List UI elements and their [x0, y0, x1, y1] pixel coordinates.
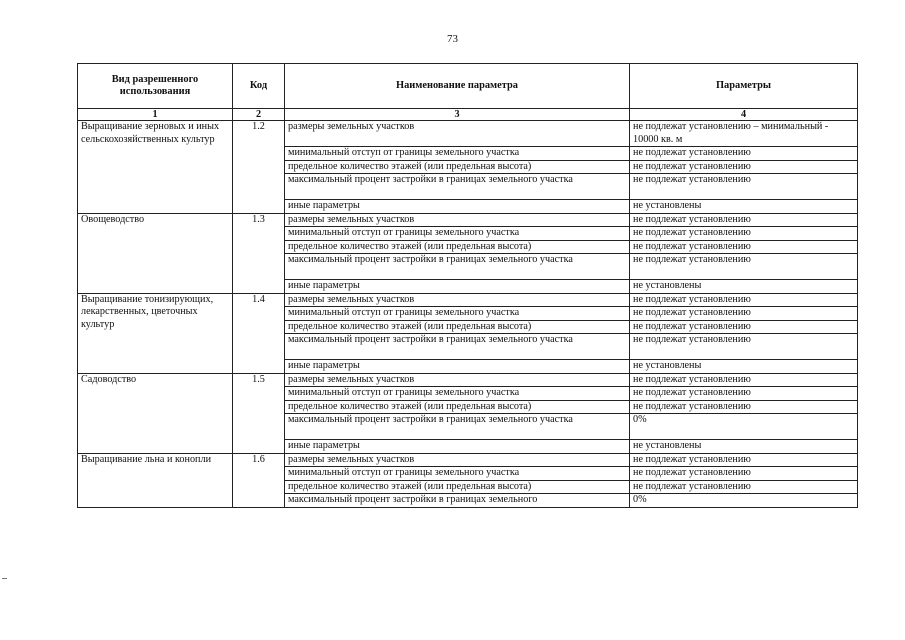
column-number: 1 — [78, 109, 233, 121]
param-cell: максимальный процент застройки в границах земельного — [285, 494, 630, 508]
param-cell: предельное количество этажей (или предельная высота) — [285, 480, 630, 494]
value-cell: не подлежат установлению — [630, 174, 858, 200]
table-row — [78, 453, 858, 467]
param-cell: размеры земельных участков — [285, 453, 630, 467]
value-cell: не подлежат установлению – минимальный - 10000 кв. м — [630, 121, 858, 147]
value-cell: не установлены — [630, 440, 858, 454]
value-cell: не подлежат установлению — [630, 320, 858, 334]
header-value: Параметры — [630, 64, 858, 109]
code-cell: 1.6 — [233, 453, 285, 507]
header-row — [78, 64, 858, 109]
param-cell: предельное количество этажей (или предельная высота) — [285, 160, 630, 174]
code-cell: 1.5 — [233, 373, 285, 453]
column-number: 4 — [630, 109, 858, 121]
land-use-parameters-table — [77, 63, 858, 508]
header-code: Код — [233, 64, 285, 109]
value-cell: 0% — [630, 494, 858, 508]
code-cell: 1.4 — [233, 293, 285, 373]
value-cell: не подлежат установлению — [630, 147, 858, 161]
param-cell: максимальный процент застройки в границах земельного участка — [285, 414, 630, 440]
value-cell: не подлежат установлению — [630, 254, 858, 280]
code-cell: 1.2 — [233, 121, 285, 214]
value-cell: не подлежат установлению — [630, 334, 858, 360]
param-cell: минимальный отступ от границы земельного участка — [285, 147, 630, 161]
param-cell: максимальный процент застройки в границах земельного участка — [285, 174, 630, 200]
value-cell: не подлежат установлению — [630, 387, 858, 401]
table-row — [78, 121, 858, 147]
use-type-cell: Овощеводство — [78, 213, 233, 293]
value-cell: не установлены — [630, 200, 858, 214]
code-cell: 1.3 — [233, 213, 285, 293]
scan-edge-mark — [2, 578, 7, 579]
value-cell: не установлены — [630, 280, 858, 294]
param-cell: предельное количество этажей (или предельная высота) — [285, 240, 630, 254]
param-cell: предельное количество этажей (или предельная высота) — [285, 400, 630, 414]
value-cell: 0% — [630, 414, 858, 440]
value-cell: не подлежат установлению — [630, 213, 858, 227]
param-cell: минимальный отступ от границы земельного участка — [285, 307, 630, 321]
param-cell: минимальный отступ от границы земельного участка — [285, 467, 630, 481]
table-row — [78, 213, 858, 227]
value-cell: не подлежат установлению — [630, 293, 858, 307]
param-cell: размеры земельных участков — [285, 373, 630, 387]
value-cell: не подлежат установлению — [630, 307, 858, 321]
param-cell: иные параметры — [285, 200, 630, 214]
value-cell: не подлежат установлению — [630, 480, 858, 494]
param-cell: минимальный отступ от границы земельного участка — [285, 387, 630, 401]
value-cell: не подлежат установлению — [630, 467, 858, 481]
column-number-row — [78, 109, 858, 121]
header-use: Вид разрешенного использования — [78, 64, 233, 109]
use-type-cell: Садоводство — [78, 373, 233, 453]
value-cell: не подлежат установлению — [630, 400, 858, 414]
value-cell: не подлежат установлению — [630, 160, 858, 174]
column-number: 3 — [285, 109, 630, 121]
use-type-cell: Выращивание тонизирующих, лекарственных, цветочных культур — [78, 293, 233, 373]
param-cell: размеры земельных участков — [285, 213, 630, 227]
param-cell: минимальный отступ от границы земельного участка — [285, 227, 630, 241]
table-row — [78, 373, 858, 387]
value-cell: не подлежат установлению — [630, 373, 858, 387]
use-type-cell: Выращивание зерновых и иных сельскохозяйственных культур — [78, 121, 233, 214]
param-cell: иные параметры — [285, 440, 630, 454]
table-row — [78, 293, 858, 307]
param-cell: иные параметры — [285, 280, 630, 294]
value-cell: не установлены — [630, 360, 858, 374]
param-cell: максимальный процент застройки в границах земельного участка — [285, 334, 630, 360]
header-param: Наименование параметра — [285, 64, 630, 109]
page-number: 73 — [447, 33, 458, 45]
param-cell: размеры земельных участков — [285, 121, 630, 147]
param-cell: иные параметры — [285, 360, 630, 374]
value-cell: не подлежат установлению — [630, 227, 858, 241]
param-cell: размеры земельных участков — [285, 293, 630, 307]
param-cell: максимальный процент застройки в границах земельного участка — [285, 254, 630, 280]
param-cell: предельное количество этажей (или предельная высота) — [285, 320, 630, 334]
column-number: 2 — [233, 109, 285, 121]
value-cell: не подлежат установлению — [630, 453, 858, 467]
value-cell: не подлежат установлению — [630, 240, 858, 254]
use-type-cell: Выращивание льна и конопли — [78, 453, 233, 507]
